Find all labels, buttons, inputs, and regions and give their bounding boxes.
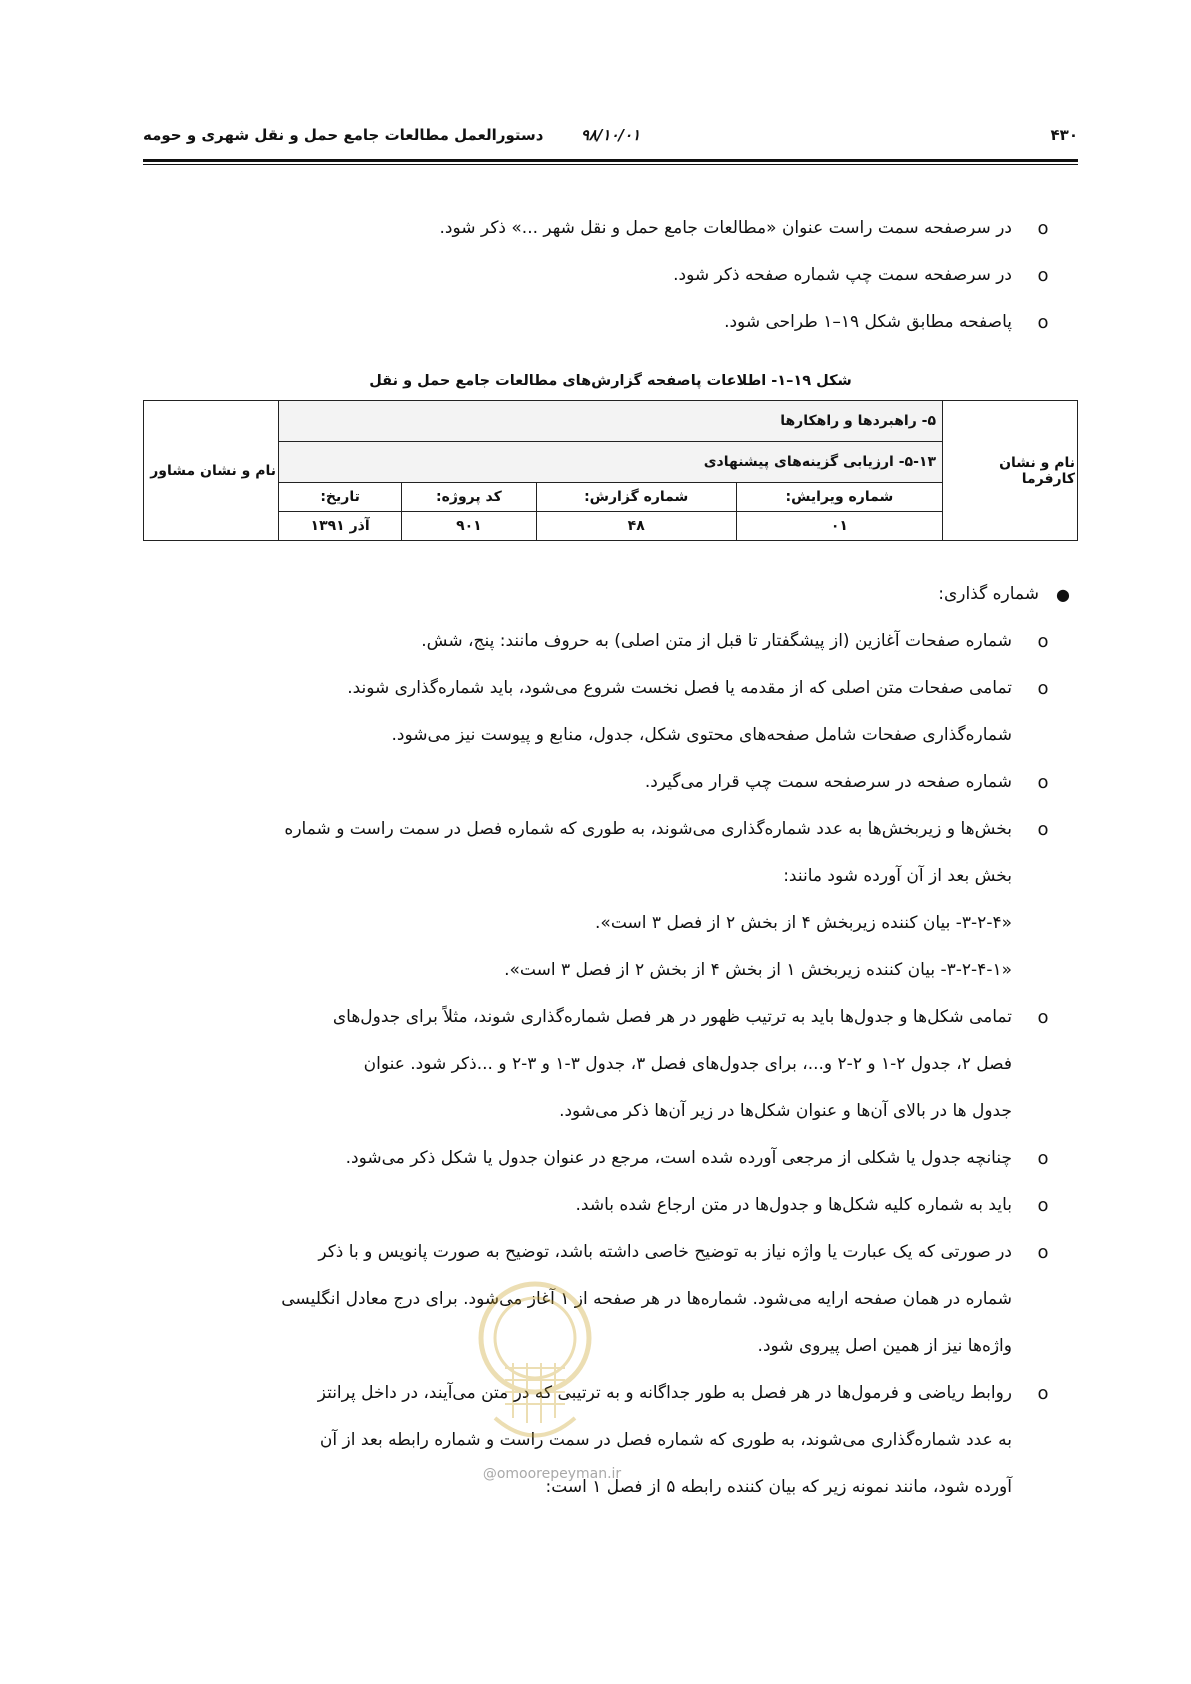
item-line: جدول ها در بالای آن‌ها و عنوان شکل‌ها در زیر آن‌ها ذکر می‌شود. bbox=[559, 1101, 1012, 1121]
project-label: کد پروژه: bbox=[402, 483, 536, 512]
intro-item bbox=[143, 252, 1078, 299]
project-value: ۹۰۱ bbox=[402, 512, 536, 541]
hollow-bullet-icon: o bbox=[1037, 312, 1049, 333]
employer-cell: نام و نشان کارفرما bbox=[943, 401, 1078, 541]
header-title: دستورالعمل مطالعات جامع حمل و نقل شهری و حومه bbox=[143, 126, 544, 144]
item-line: شماره صفحه در سرصفحه سمت چپ قرار می‌گیرد. bbox=[644, 772, 1012, 792]
item-line: شماره‌گذاری صفحات شامل صفحه‌های محتوی شکل، جدول، منابع و پیوست نیز می‌شود. bbox=[391, 725, 1012, 745]
item-line: باید به شماره کلیه شکل‌ها و جدول‌ها در متن ارجاع شده باشد. bbox=[575, 1195, 1012, 1215]
intro-item-text: در سرصفحه سمت راست عنوان «مطالعات جامع حمل و نقل شهر ...» ذکر شود. bbox=[439, 218, 1012, 238]
numbering-item bbox=[143, 994, 1078, 1135]
item-line: تمامی صفحات متن اصلی که از مقدمه یا فصل نخست شروع می‌شود، باید شماره‌گذاری شوند. bbox=[347, 678, 1012, 698]
intro-item bbox=[143, 299, 1078, 346]
item-line: چنانچه جدول یا شکلی از مرجعی آورده شده است، مرجع در عنوان جدول یا شکل ذکر می‌شود. bbox=[345, 1148, 1012, 1168]
hollow-bullet-icon: o bbox=[1037, 218, 1049, 239]
numbering-item bbox=[143, 759, 1078, 806]
consultant-cell: نام و نشان مشاور bbox=[144, 401, 279, 541]
hollow-bullet-icon: o bbox=[1037, 1148, 1049, 1169]
intro-item-text: پاصفحه مطابق شکل ۱۹–۱ طراحی شود. bbox=[724, 312, 1012, 332]
item-line: روابط ریاضی و فرمول‌ها در هر فصل به طور جداگانه و به ترتیبی که در متن می‌آیند، در داخل پرانتز bbox=[317, 1383, 1012, 1403]
report-label: شماره گزارش: bbox=[536, 483, 736, 512]
item-line: به عدد شماره‌گذاری می‌شوند، به طوری که شماره فصل در سمت راست و شماره رابطه بعد از آن bbox=[319, 1430, 1012, 1450]
hollow-bullet-icon: o bbox=[1037, 631, 1049, 652]
numbering-item bbox=[143, 1229, 1078, 1370]
hollow-bullet-icon: o bbox=[1037, 772, 1049, 793]
hollow-bullet-icon: o bbox=[1037, 678, 1049, 699]
numbering-item bbox=[143, 1182, 1078, 1229]
intro-list bbox=[143, 205, 1078, 346]
item-line: فصل ۲، جدول ۲-۱ و ۲-۲ و...، برای جدول‌های فصل ۳، جدول ۳-۱ و ۳-۲ و ...ذکر شود. عنوان bbox=[363, 1054, 1012, 1074]
item-line: تمامی شکل‌ها و جدول‌ها باید به ترتیب ظهور در هر فصل شماره‌گذاری شوند، مثلاً برای جدول‌های bbox=[332, 1007, 1012, 1027]
watermark-url: @omoorepeyman.ir bbox=[482, 1466, 622, 1482]
edition-value: ۰۱ bbox=[736, 512, 942, 541]
intro-item bbox=[143, 205, 1078, 252]
item-line: «۳-۲-۴-۱- بیان کننده زیربخش ۱ از بخش ۴ از بخش ۲ از فصل ۳ است». bbox=[504, 960, 1012, 980]
item-line: آورده شود، مانند نمونه زیر که بیان کننده رابطه ۵ از فصل ۱ است: bbox=[545, 1477, 1012, 1497]
intro-item-text: در سرصفحه سمت چپ شماره صفحه ذکر شود. bbox=[673, 265, 1012, 285]
numbering-item bbox=[143, 1135, 1078, 1182]
hollow-bullet-icon: o bbox=[1037, 1195, 1049, 1216]
edition-label: شماره ویرایش: bbox=[736, 483, 942, 512]
hollow-bullet-icon: o bbox=[1037, 1007, 1049, 1028]
date-value: آذر ۱۳۹۱ bbox=[279, 512, 402, 541]
bullet-icon: ● bbox=[1056, 585, 1070, 604]
section-title-cell: ۵-۱۳- ارزیابی گزینه‌های پیشنهادی bbox=[279, 442, 943, 483]
header-rule-thick bbox=[143, 159, 1078, 162]
gear-logo-icon bbox=[475, 1268, 595, 1458]
page-header bbox=[143, 126, 1078, 150]
date-label: تاریخ: bbox=[279, 483, 402, 512]
numbering-item bbox=[143, 618, 1078, 665]
item-line: شماره در همان صفحه ارایه می‌شود. شماره‌ها در هر صفحه از ۱ آغاز می‌شود. برای درج معادل انگلیسی bbox=[281, 1289, 1012, 1309]
figure-caption: شکل ۱۹–۱- اطلاعات پاصفحه گزارش‌های مطالعات جامع حمل و نقل bbox=[369, 373, 852, 389]
hollow-bullet-icon: o bbox=[1037, 1383, 1049, 1404]
item-line: واژه‌ها نیز از همین اصل پیروی شود. bbox=[757, 1336, 1012, 1356]
numbering-heading: ● شماره گذاری: bbox=[143, 571, 1078, 618]
hollow-bullet-icon: o bbox=[1037, 1242, 1049, 1263]
item-line: بخش‌ها و زیربخش‌ها به عدد شماره‌گذاری می‌شوند، به طوری که شماره فصل در سمت راست و شماره bbox=[284, 819, 1012, 839]
header-rule-thin bbox=[143, 164, 1078, 165]
chapter-title-cell: ۵- راهبردها و راهکارها bbox=[279, 401, 943, 442]
report-value: ۴۸ bbox=[536, 512, 736, 541]
header-page-number: ۴۳۰ bbox=[1050, 126, 1078, 144]
page-body bbox=[143, 205, 1078, 1511]
header-date: ۹۸/۱۰/۰۱ bbox=[580, 126, 641, 144]
hollow-bullet-icon: o bbox=[1037, 819, 1049, 840]
item-line: در صورتی که یک عبارت یا واژه نیاز به توضیح خاصی داشته باشد، توضیح به صورت پانویس و با ذکر bbox=[318, 1242, 1012, 1262]
numbering-item bbox=[143, 665, 1078, 759]
hollow-bullet-icon: o bbox=[1037, 265, 1049, 286]
item-line: بخش بعد از آن آورده شود مانند: bbox=[783, 866, 1012, 886]
footer-info-table bbox=[143, 400, 1078, 541]
numbering-list bbox=[143, 618, 1078, 1511]
numbering-item bbox=[143, 1370, 1078, 1511]
item-line: «۳-۲-۴- بیان کننده زیربخش ۴ از بخش ۲ از فصل ۳ است». bbox=[595, 913, 1012, 933]
item-line: شماره صفحات آغازین (از پیشگفتار تا قبل از متن اصلی) به حروف مانند: پنج، شش. bbox=[421, 631, 1012, 651]
numbering-item bbox=[143, 806, 1078, 994]
